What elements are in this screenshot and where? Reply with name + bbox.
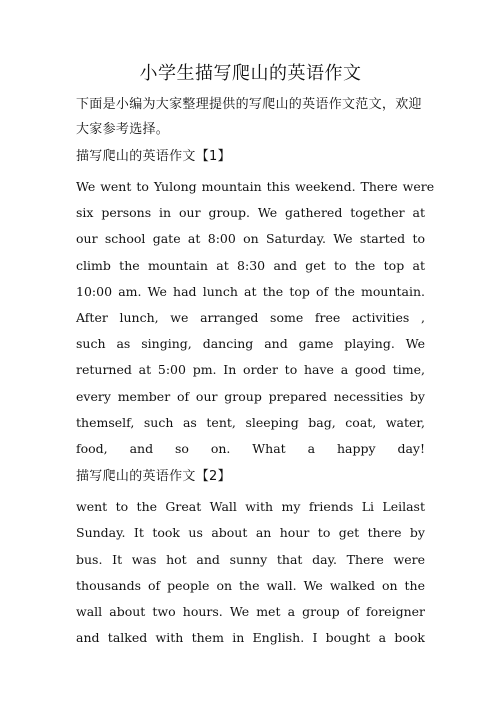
section-heading-2: 描写爬山的英语作文【2】 <box>76 469 231 485</box>
essay-line: After lunch, we arranged some free activities , <box>76 310 425 326</box>
intro-paragraph: 下面是小编为大家整理提供的写爬山的英语作文范文，欢迎大家参考选择。 <box>76 97 422 137</box>
essay-line: themself, such as tent, sleeping bag, coat, water, <box>76 414 425 430</box>
document-body <box>76 60 435 651</box>
essay-line: every member of our group prepared necessities by <box>76 388 425 404</box>
essay-line: and talked with them in English. I bought a book <box>76 630 425 646</box>
essay-line: such as singing, dancing and game playing. We <box>76 336 425 352</box>
essay-line: climb the mountain at 8:30 and get to the top at <box>76 257 425 273</box>
section-heading-1: 描写爬山的英语作文【1】 <box>76 149 231 164</box>
essay-line: six persons in our group. We gathered together at <box>76 205 425 221</box>
essay-line: wall about two hours. We met a group of foreigner <box>76 604 425 620</box>
essay-2 <box>76 494 425 651</box>
document-title: 小学生描写爬山的英语作文 <box>139 63 362 84</box>
essay-line: 10:00 am. We had lunch at the top of the mountain. <box>76 283 425 299</box>
essay-line: We went to Yulong mountain this weekend. There were <box>76 179 435 194</box>
essay-line: bus. It was hot and sunny that day. There were <box>76 551 425 567</box>
essay-line: returned at 5:00 pm. In order to have a good time, <box>76 362 425 378</box>
essay-line: food, and so on. What a happy day! <box>76 441 425 457</box>
essay-line: Sunday. It took us about an hour to get there by <box>76 525 425 541</box>
essay-1 <box>76 174 435 462</box>
essay-line: thousands of people on the wall. We walked on the <box>76 577 425 593</box>
essay-line: our school gate at 8:00 on Saturday. We started to <box>76 231 425 247</box>
essay-line: went to the Great Wall with my friends Li Leilast <box>76 499 425 515</box>
